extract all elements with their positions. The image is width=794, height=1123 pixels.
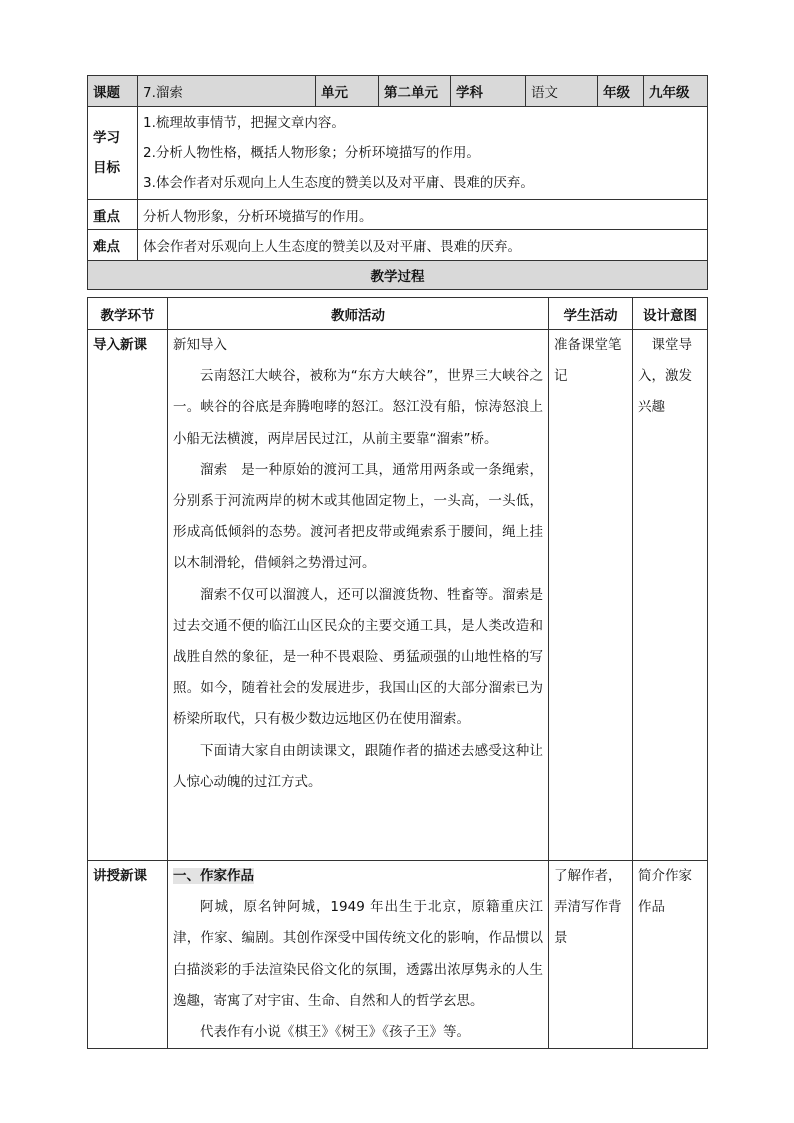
difficulty-value: 体会作者对乐观向上人生态度的赞美以及对平庸、畏难的厌弃。 — [138, 230, 708, 261]
teacher-activity-cell — [168, 330, 549, 861]
stage-cell: 讲授新课 — [88, 861, 168, 1049]
process-row-intro — [88, 330, 708, 861]
activity-paragraph: 溜索 是一种原始的渡河工具，通常用两条或一条绳索，分别系于河流两岸的树木或其他固定物上，一头高，一头低，形成高低倾斜的态势。渡河者把皮带或绳索系于腰间，绳上挂以木制滑轮，借倾斜之势滑过河。 — [173, 461, 543, 572]
unit-label: 单元 — [316, 76, 379, 107]
grade-value: 九年级 — [644, 76, 708, 107]
teacher-activity-cell — [168, 861, 549, 1049]
title-label: 课题 — [88, 76, 138, 107]
process-title: 教学过程 — [88, 261, 708, 290]
header-teacher: 教师活动 — [168, 298, 549, 330]
difficulty-label: 难点 — [88, 230, 138, 261]
grade-label: 年级 — [598, 76, 644, 107]
activity-paragraph: 下面请大家自由朗读课文，跟随作者的描述去感受这种让人惊心动魄的过江方式。 — [173, 742, 543, 790]
activity-title: 新知导入 — [173, 337, 227, 353]
lesson-info-table — [87, 75, 708, 290]
activity-paragraph: 代表作有小说《棋王》《树王》《孩子王》等。 — [200, 1024, 470, 1041]
student-activity-cell: 准备课堂笔记 — [549, 330, 633, 861]
goal-item: 3.体会作者对乐观向上人生态度的赞美以及对平庸、畏难的厌弃。 — [143, 175, 534, 191]
key-points-label: 重点 — [88, 200, 138, 230]
header-design: 设计意图 — [633, 298, 708, 330]
stage-cell: 导入新课 — [88, 330, 168, 861]
header-stage: 教学环节 — [88, 298, 168, 330]
section-heading: 一、作家作品 — [173, 868, 254, 884]
design-intent-cell: 简介作家作品 — [633, 861, 708, 1049]
activity-title — [173, 861, 543, 892]
process-title-row — [88, 261, 708, 290]
goals-row — [88, 107, 708, 200]
goals-list — [138, 107, 708, 200]
title-value: 7.溜索 — [138, 76, 316, 107]
student-activity-cell: 了解作者，弄清写作背景 — [549, 861, 633, 1049]
goals-label: 学习目标 — [88, 107, 138, 200]
activity-paragraph: 溜索不仅可以溜渡人，还可以溜渡货物、牲畜等。溜索是过去交通不便的临江山区民众的主要交通工具，是人类改造和战胜自然的象征，是一种不畏艰险、勇猛顽强的山地性格的写照。如今，随着社会的发展进步，我国山区的大部分溜索已为桥梁所取代，只有极少数边远地区仍在使用溜索。 — [173, 586, 543, 728]
teaching-process-table — [87, 297, 708, 1049]
subject-label: 学科 — [451, 76, 526, 107]
unit-value: 第二单元 — [379, 76, 451, 107]
subject-value: 语文 — [526, 76, 598, 107]
process-row-new-lesson — [88, 861, 708, 1049]
key-points-row — [88, 200, 708, 230]
activity-paragraph: 阿城，原名钟阿城，1949 年出生于北京，原籍重庆江津，作家、编剧。其创作深受中国传统文化的影响，作品惯以白描淡彩的手法渲染民俗文化的氛围，透露出浓厚隽永的人生逸趣，寄寓了对宇宙、生命、自然和人的哲学玄思。 — [173, 899, 543, 1009]
key-points-value: 分析人物形象，分析环境描写的作用。 — [138, 200, 708, 230]
info-row — [88, 76, 708, 107]
activity-paragraph: 云南怒江大峡谷，被称为“东方大峡谷”，世界三大峡谷之一。峡谷的谷底是奔腾咆哮的怒江。怒江没有船，惊涛怒浪上小船无法横渡，两岸居民过江，从前主要靠“溜索”桥。 — [173, 368, 543, 447]
header-student: 学生活动 — [549, 298, 633, 330]
goal-item: 1.梳理故事情节，把握文章内容。 — [143, 115, 345, 131]
difficulty-row — [88, 230, 708, 261]
process-header-row — [88, 298, 708, 330]
design-intent-cell: 课堂导入，激发兴趣 — [633, 330, 708, 861]
goal-item: 2.分析人物性格，概括人物形象；分析环境描写的作用。 — [143, 145, 480, 161]
